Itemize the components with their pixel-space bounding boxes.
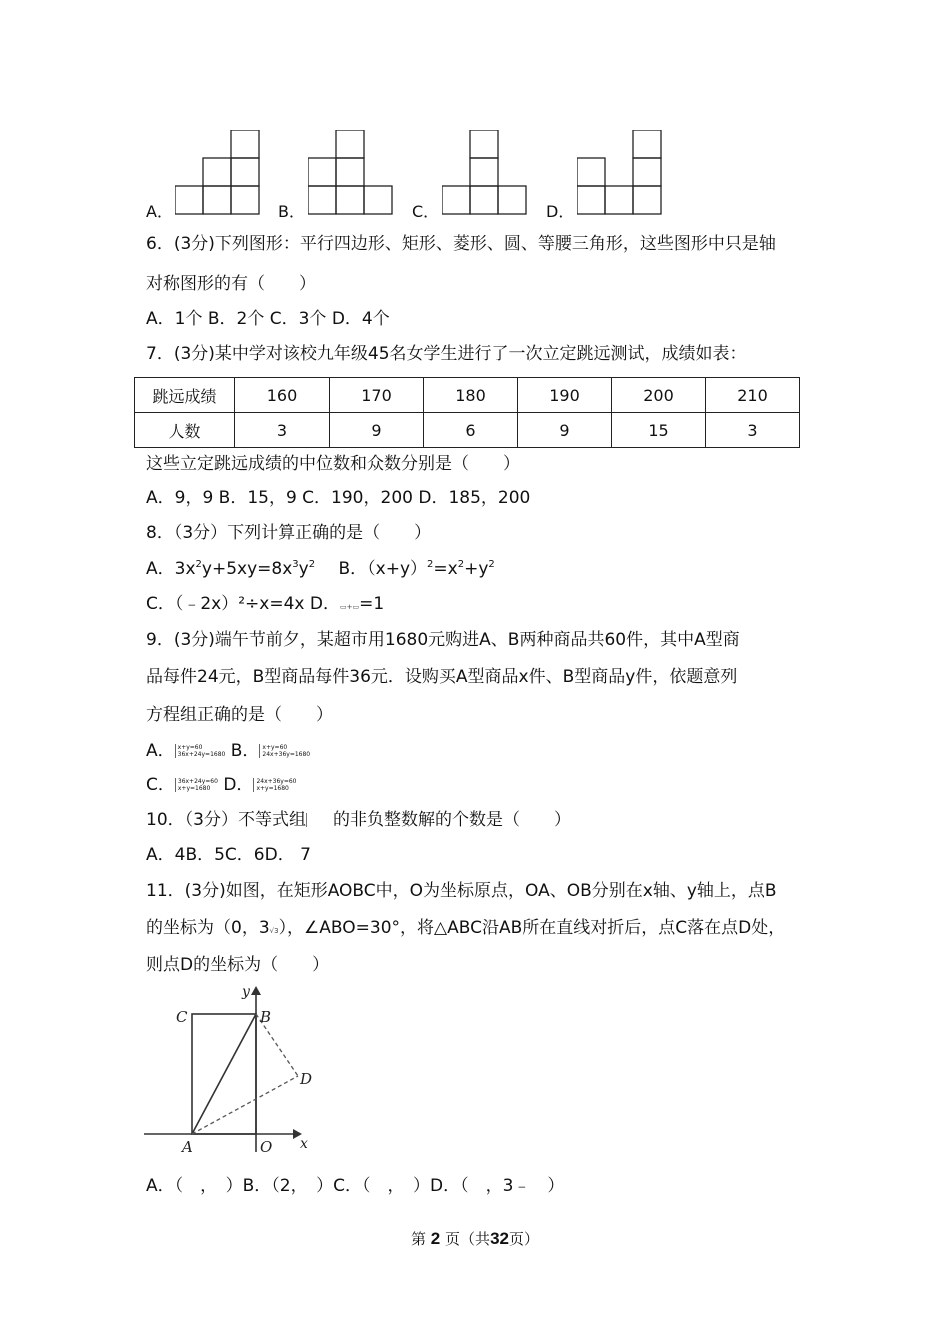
q11-stem-line2: [146, 916, 785, 943]
equation-line: x+y=60: [262, 744, 288, 751]
q5-figure-c: [442, 130, 532, 216]
footer-mid: 页（共: [445, 1230, 491, 1248]
q9-opt-b: B．: [230, 741, 260, 761]
q9-opt-c: C．: [146, 775, 175, 795]
q11-stem-line2-pre: 的坐标为（0，3: [146, 918, 270, 938]
equation-line: x+y=1680: [256, 785, 289, 792]
table-cell: 15: [612, 413, 706, 448]
equation-system: [175, 744, 226, 758]
table-cell: 9: [518, 413, 612, 448]
label-d: D: [300, 1070, 313, 1088]
label-c: C: [176, 1008, 188, 1026]
table-cell: 9: [330, 413, 424, 448]
equation-line: 24x+36y=1680: [262, 751, 311, 758]
q9-stem-line3: 方程组正确的是（ ）: [146, 705, 333, 725]
q7-score-table: [134, 377, 800, 448]
total-pages: 32: [490, 1229, 509, 1248]
equation-line: 36x+24y=1680: [177, 751, 226, 758]
table-cell: 160: [235, 378, 330, 413]
q9-stem-line2: 品每件24元，B型商品每件36元．设购买A型商品x件、B型商品y件，依题意列: [146, 667, 738, 687]
q8-stem: 8．（3分）下列计算正确的是（ ）: [146, 523, 432, 543]
footer-pre: 第: [411, 1230, 427, 1248]
q6-stem-line1: 6．(3分)下列图形：平行四边形、矩形、菱形、圆、等腰三角形，这些图形中只是轴: [146, 234, 776, 254]
q6-stem-line2: 对称图形的有（ ）: [146, 274, 316, 294]
y-axis-arrow-icon: [251, 986, 261, 995]
table-row: [135, 413, 800, 448]
table-cell: 210: [706, 378, 800, 413]
sqrt3-image: √3: [269, 927, 279, 935]
table-cell: 190: [518, 378, 612, 413]
q7-stem: 7．(3分)某中学对该校九年级45名女学生进行了一次立定跳远测试，成绩如表：: [146, 344, 747, 364]
equation-system: [259, 744, 310, 758]
q9-opt-a: A．: [146, 741, 175, 761]
q10-stem: [146, 808, 571, 832]
table-cell: 3: [706, 413, 800, 448]
q11-coordinate-figure: [140, 980, 320, 1156]
q5-figure-d: [577, 130, 667, 216]
q9-stem-line1: 9．(3分)端午节前夕，某超市用1680元购进A、B两种商品共60件，其中A型商: [146, 630, 740, 650]
inequality-image: [306, 813, 333, 827]
equation-system: [175, 778, 218, 792]
q9-opt-d: D．: [223, 775, 254, 795]
q8-opt-b-prefix: B．: [338, 559, 368, 579]
table-header-cell: 跳远成绩: [135, 378, 235, 413]
q9-options-cd: [146, 773, 297, 797]
label-a: A: [182, 1138, 193, 1156]
table-cell: 3: [235, 413, 330, 448]
q5-opt-b: B．: [278, 202, 305, 221]
table-row: [135, 378, 800, 413]
label-x: x: [300, 1136, 308, 1152]
q5-figure-a: [175, 130, 265, 216]
q8-options-cd: [146, 592, 384, 619]
table-cell: 170: [330, 378, 424, 413]
q6-options: A．1个 B．2个 C．3个 D．4个: [146, 309, 390, 329]
q10-stem-pre: 10．（3分）不等式组: [146, 810, 306, 830]
equation-line: 36x+24y=60: [177, 778, 218, 785]
q8-opt-c: C．（﹣2x）²÷x=4x D．: [146, 594, 340, 614]
q9-options-ab: [146, 739, 310, 763]
label-b: B: [260, 1008, 272, 1026]
table-cell: 6: [424, 413, 518, 448]
table-cell: 180: [424, 378, 518, 413]
table-cell: 200: [612, 378, 706, 413]
label-o: O: [260, 1138, 273, 1156]
equation-system: [253, 778, 296, 792]
equation-line: x+y=60: [177, 744, 203, 751]
q8-opt-d-tail: =1: [359, 594, 385, 614]
equation-line: 24x+36y=60: [256, 778, 297, 785]
q11-stem-line2-post: ），∠ABO=30°，将△ABC沿AB所在直线对折后，点C落在点D处，: [278, 918, 786, 938]
q11-stem-line1: 11．(3分)如图，在矩形AOBC中，O为坐标原点，OA、OB分别在x轴、y轴上，点B: [146, 881, 777, 901]
equation-line: x+y=1680: [177, 785, 211, 792]
fraction-image: ▭+▭: [339, 603, 360, 611]
q5-figure-b: [308, 130, 398, 216]
label-y: y: [242, 984, 250, 1000]
q8-options-ab: A．$3x^2y+5xy=8x^3y^2$ B．$(x+y)^2=x^2+y^2$: [146, 559, 495, 579]
q10-stem-post: 的非负整数解的个数是（ ）: [332, 810, 571, 830]
table-header-cell: 人数: [135, 413, 235, 448]
q7-options: A．9，9 B．15，9 C．190，200 D．185，200: [146, 488, 531, 508]
q11-options: A．（ ， ）B．（2， ）C．（ ， ）D．（ ，3﹣ ）: [146, 1176, 565, 1196]
q10-options: A．4B．5C．6D． 7: [146, 845, 311, 865]
footer-post: 页）: [508, 1230, 539, 1248]
q7-question: 这些立定跳远成绩的中位数和众数分别是（ ）: [146, 454, 520, 474]
q8-opt-a-prefix: A．: [146, 559, 175, 579]
q11-stem-line3: 则点D的坐标为（ ）: [146, 955, 330, 975]
q5-opt-a: A．: [146, 202, 173, 221]
page-footer: [0, 1228, 950, 1249]
page-number: 2: [430, 1229, 441, 1248]
q5-opt-c: C．: [412, 202, 440, 221]
q5-opt-d: D．: [546, 202, 575, 221]
